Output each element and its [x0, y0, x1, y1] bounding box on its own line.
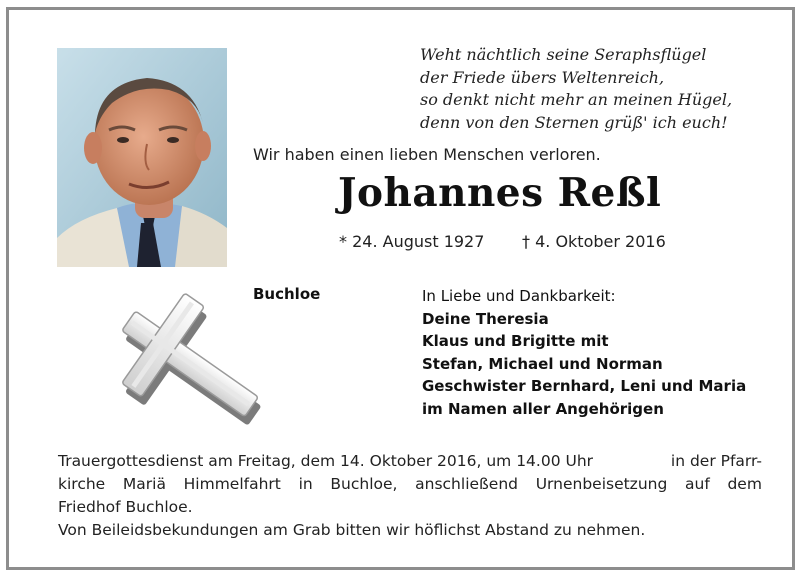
- service-details: [58, 450, 762, 542]
- cross-icon: [88, 292, 290, 438]
- service-word: Himmelfahrt: [183, 475, 281, 493]
- service-line: [58, 473, 762, 496]
- mourner-line: Klaus und Brigitte mit: [422, 332, 609, 350]
- mourner-line: Deine Theresia: [422, 309, 549, 328]
- portrait-photo: [57, 48, 227, 267]
- service-text: Trauergottesdienst am Freitag, dem 14. Oktober 2016, um 14.00 Uhr: [58, 452, 594, 470]
- service-text: in der Pfarr-: [670, 452, 762, 470]
- service-word: kirche: [58, 475, 106, 493]
- mourner-line: Stefan, Michael und Norman: [422, 354, 663, 373]
- service-word: Buchloe,: [330, 475, 398, 493]
- poem-line: so denkt nicht mehr an meinen Hügel,: [420, 90, 733, 109]
- service-word: auf: [685, 475, 710, 493]
- deceased-name: Johannes Reßl: [338, 170, 662, 216]
- service-word: anschließend: [415, 475, 518, 493]
- service-line: [58, 450, 762, 473]
- poem-line: der Friede übers Weltenreich,: [420, 67, 665, 87]
- birth-date: * 24. August 1927: [339, 232, 485, 251]
- poem-line: Weht nächtlich seine Seraphsflügel: [420, 45, 707, 64]
- mourner-line: Geschwister Bernhard, Leni und Maria: [422, 377, 747, 395]
- place-name: Buchloe: [253, 285, 321, 303]
- mourners-list: [422, 285, 746, 420]
- service-word: in: [298, 475, 313, 493]
- service-line: Friedhof Buchloe.: [58, 498, 193, 516]
- intro-text: Wir haben einen lieben Menschen verloren.: [253, 145, 601, 164]
- service-word: dem: [727, 475, 762, 493]
- service-word: Urnenbeisetzung: [535, 475, 668, 493]
- condolence-note: Von Beileidsbekundungen am Grab bitten wir höflichst Abstand zu nehmen.: [58, 521, 646, 539]
- poem-line: denn von den Sternen grüß' ich euch!: [420, 112, 728, 132]
- mourner-line: im Namen aller Angehörigen: [422, 399, 664, 418]
- service-word: Mariä: [122, 475, 166, 493]
- mourners-intro: In Liebe und Dankbarkeit:: [422, 287, 616, 305]
- poem-verse: [420, 44, 762, 134]
- death-date: † 4. Oktober 2016: [522, 232, 666, 251]
